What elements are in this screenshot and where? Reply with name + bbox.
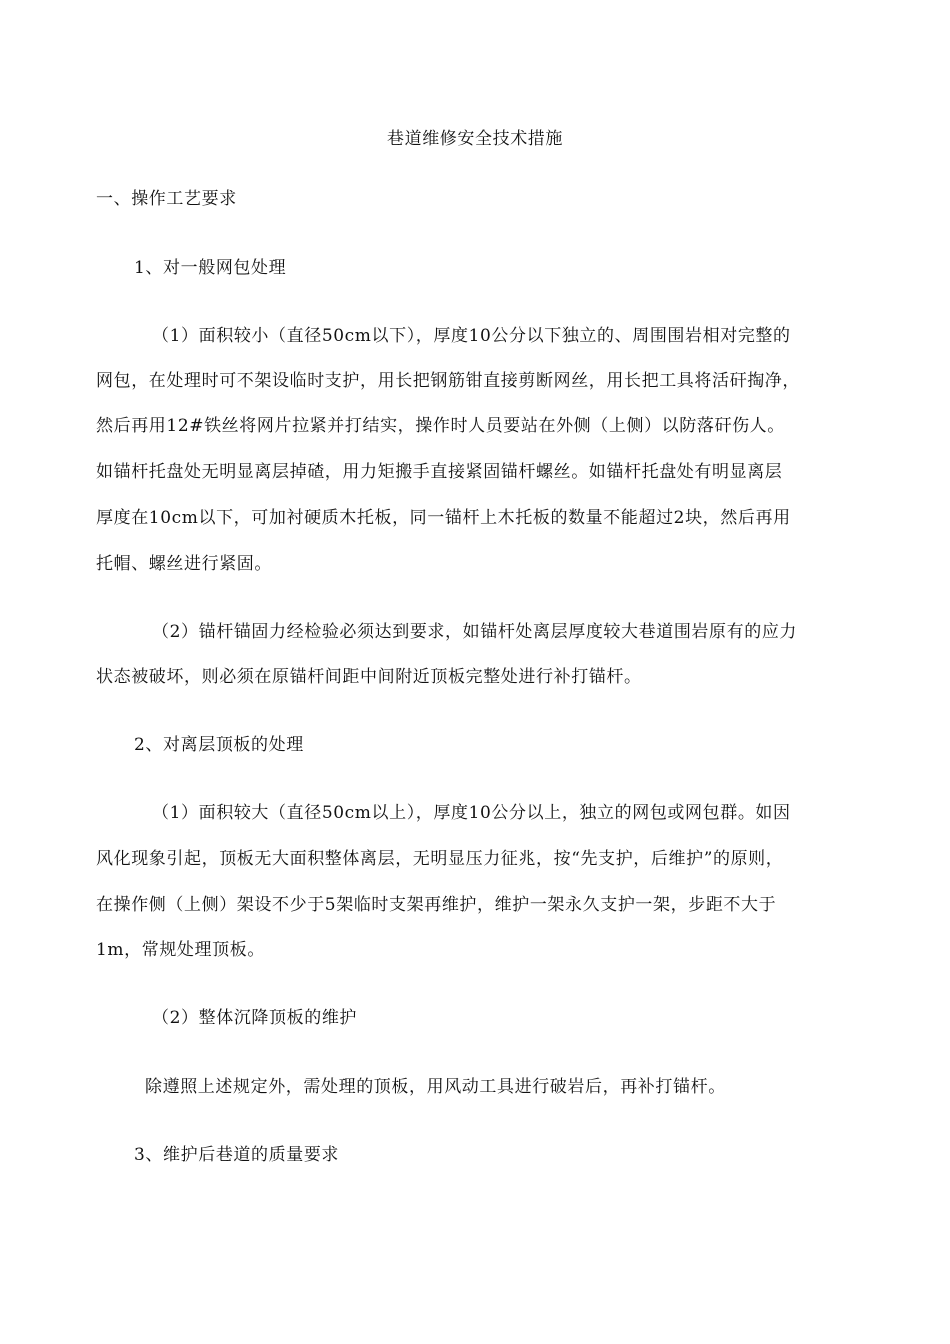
subsection-heading-1: 1、对一般网包处理 xyxy=(134,258,287,278)
paragraph-4: 除遵照上述规定外，需处理的顶板，用风动工具进行破岩后，再补打锚杆。 xyxy=(145,1077,726,1097)
section-heading-1: 一、操作工艺要求 xyxy=(96,189,237,209)
paragraph-3-line-2: 风化现象引起，顶板无大面积整体离层，无明显压力征兆，按“先支护，后维护”的原则， xyxy=(96,849,784,869)
subsection-heading-2-2: （2）整体沉降顶板的维护 xyxy=(152,1008,358,1028)
paragraph-1-line-3: 然后再用12#铁丝将网片拉紧并打结实，操作时人员要站在外侧（上侧）以防落矸伤人。 xyxy=(96,416,785,436)
paragraph-1-line-5: 厚度在10cm以下，可加衬硬质木托板，同一锚杆上木托板的数量不能超过2块，然后再用 xyxy=(96,508,791,528)
paragraph-3-line-3: 在操作侧（上侧）架设不少于5架临时支架再维护，维护一架永久支护一架，步距不大于 xyxy=(96,895,777,915)
paragraph-3-line-4: 1m，常规处理顶板。 xyxy=(96,940,265,960)
paragraph-2-line-2: 状态被破坏，则必须在原锚杆间距中间附近顶板完整处进行补打锚杆。 xyxy=(96,667,642,687)
subsection-heading-3: 3、维护后巷道的质量要求 xyxy=(134,1145,340,1165)
paragraph-2-line-1: （2）锚杆锚固力经检验必须达到要求，如锚杆处离层厚度较大巷道围岩原有的应力 xyxy=(152,622,798,642)
document-title: 巷道维修安全技术措施 xyxy=(387,129,563,149)
paragraph-1-line-4: 如锚杆托盘处无明显离层掉碴，用力矩搬手直接紧固锚杆螺丝。如锚杆托盘处有明显离层 xyxy=(96,462,783,482)
paragraph-1-line-2: 网包，在处理时可不架设临时支护，用长把钢筋钳直接剪断网丝，用长把工具将活矸掏净， xyxy=(96,371,800,391)
paragraph-1-line-1: （1）面积较小（直径50cm以下），厚度10公分以下独立的、周围围岩相对完整的 xyxy=(152,326,791,346)
paragraph-1-line-6: 托帽、螺丝进行紧固。 xyxy=(96,554,272,574)
subsection-heading-2: 2、对离层顶板的处理 xyxy=(134,735,304,755)
paragraph-3-line-1: （1）面积较大（直径50cm以上），厚度10公分以上，独立的网包或网包群。如因 xyxy=(152,803,791,823)
